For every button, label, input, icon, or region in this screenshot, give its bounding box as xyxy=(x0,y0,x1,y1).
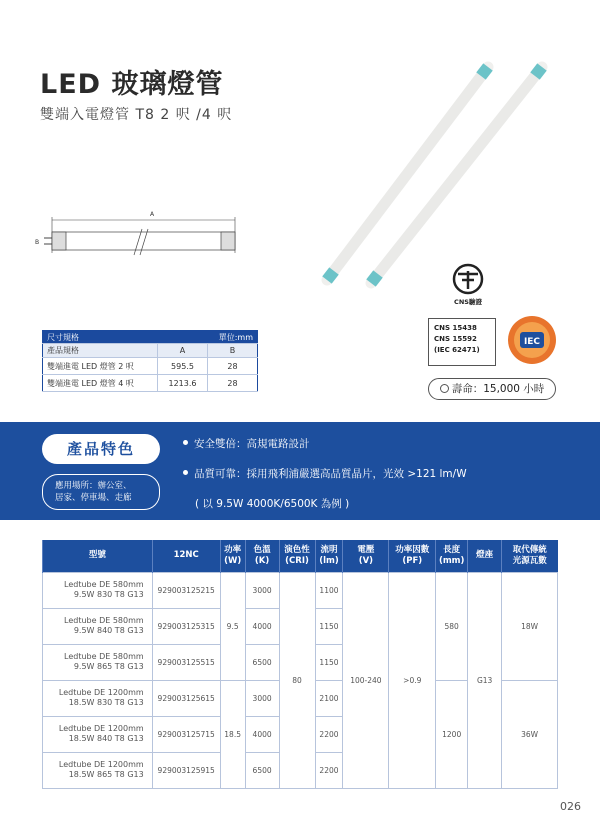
cri-cell: 80 xyxy=(279,572,315,788)
power-cell: 18.5 xyxy=(220,680,245,788)
col-header-12nc: 12NC xyxy=(152,540,220,572)
table-cell: 28 xyxy=(208,358,258,375)
cns-standard-line: (IEC 62471) xyxy=(434,346,480,354)
cct-cell: 4000 xyxy=(245,716,279,752)
cct-cell: 4000 xyxy=(245,608,279,644)
nc-cell: 929003125315 xyxy=(152,608,220,644)
cns-standard-line: CNS 15438 xyxy=(434,324,477,332)
replace-cell: 36W xyxy=(502,680,558,788)
feature-item xyxy=(183,466,467,481)
col-header-base: 燈座 xyxy=(468,540,502,572)
nc-cell: 929003125215 xyxy=(152,572,220,608)
col-header-cct: 色溫 (K) xyxy=(245,540,279,572)
lifetime-badge xyxy=(428,378,556,400)
table-cell: 28 xyxy=(208,375,258,392)
table-cell: 雙端進電 LED 燈管 4 呎 xyxy=(43,375,158,392)
feature-text: 安全雙倍：高規電路設計 xyxy=(194,438,310,450)
table-row xyxy=(43,358,258,375)
application-line: 應用場所：辦公室、 xyxy=(55,481,132,491)
voltage-cell: 100-240 xyxy=(343,572,389,788)
nc-cell: 929003125515 xyxy=(152,644,220,680)
model-cell: Ledtube DE 1200mm 18.5W 840 T8 G13 xyxy=(43,716,153,752)
nc-cell: 929003125615 xyxy=(152,680,220,716)
lumen-cell: 1100 xyxy=(315,572,343,608)
iec-badge-label: IEC xyxy=(523,337,541,347)
col-header-lumen: 流明 (lm) xyxy=(315,540,343,572)
size-table-col: B xyxy=(208,344,258,358)
dimension-b-label: B xyxy=(35,239,40,246)
size-table-title: 尺寸規格 xyxy=(43,331,208,344)
lumen-cell: 2100 xyxy=(315,680,343,716)
led-tube-product-image xyxy=(305,45,560,295)
lumen-cell: 1150 xyxy=(315,644,343,680)
model-cell: Ledtube DE 580mm 9.5W 840 T8 G13 xyxy=(43,608,153,644)
bullet-icon xyxy=(183,470,188,475)
col-header-voltage: 電壓 (V) xyxy=(343,540,389,572)
pf-cell: >0.9 xyxy=(389,572,436,788)
feature-item xyxy=(183,436,310,451)
spec-header-row xyxy=(43,540,558,572)
model-cell: Ledtube DE 580mm 9.5W 865 T8 G13 xyxy=(43,644,153,680)
features-title: 產品特色 xyxy=(42,434,160,464)
length-cell: 580 xyxy=(436,572,468,680)
col-header-pf: 功率因數 (PF) xyxy=(389,540,436,572)
cct-cell: 3000 xyxy=(245,572,279,608)
clock-icon xyxy=(440,384,449,393)
feature-note: ( 以 9.5W 4000K/6500K 為例 ) xyxy=(195,498,350,510)
cct-cell: 3000 xyxy=(245,680,279,716)
cct-cell: 6500 xyxy=(245,752,279,788)
model-cell: Ledtube DE 1200mm 18.5W 830 T8 G13 xyxy=(43,680,153,716)
lifetime-text: 壽命：15,000 小時 xyxy=(451,383,545,395)
replace-cell: 18W xyxy=(502,572,558,680)
cns-certification-logo xyxy=(438,262,498,308)
size-table-col: A xyxy=(158,344,208,358)
table-cell: 1213.6 xyxy=(158,375,208,392)
bullet-icon xyxy=(183,440,188,445)
lumen-cell: 2200 xyxy=(315,752,343,788)
tube-dimension-drawing xyxy=(30,205,240,275)
size-table-col: 產品規格 xyxy=(43,344,158,358)
application-line: 居家、停車場、走廊 xyxy=(55,493,132,503)
model-cell: Ledtube DE 1200mm 18.5W 865 T8 G13 xyxy=(43,752,153,788)
col-header-length: 長度 (mm) xyxy=(436,540,468,572)
cns-logo-text: CNS驗證 xyxy=(454,298,482,306)
cns-standards-box xyxy=(428,318,496,366)
col-header-replace: 取代傳統 光源瓦數 xyxy=(502,540,558,572)
size-table-unit: 單位:mm xyxy=(208,331,258,344)
power-cell: 9.5 xyxy=(220,572,245,680)
page-subtitle: 雙端入電燈管 T8 2 呎 /4 呎 xyxy=(40,107,233,123)
cct-cell: 6500 xyxy=(245,644,279,680)
page-title: LED 玻璃燈管 xyxy=(40,69,224,100)
table-row xyxy=(43,375,258,392)
col-header-cri: 演色性 (CRI) xyxy=(279,540,315,572)
nc-cell: 929003125915 xyxy=(152,752,220,788)
lumen-cell: 2200 xyxy=(315,716,343,752)
lumen-cell: 1150 xyxy=(315,608,343,644)
iec-badge-icon xyxy=(506,314,558,366)
length-cell: 1200 xyxy=(436,680,468,788)
model-cell: Ledtube DE 580mm 9.5W 830 T8 G13 xyxy=(43,572,153,608)
col-header-power: 功率 (W) xyxy=(220,540,245,572)
cns-standard-line: CNS 15592 xyxy=(434,335,477,343)
table-cell: 595.5 xyxy=(158,358,208,375)
table-row xyxy=(43,572,558,608)
spec-table xyxy=(42,540,558,789)
base-cell: G13 xyxy=(468,572,502,788)
col-header-model: 型號 xyxy=(43,540,153,572)
nc-cell: 929003125715 xyxy=(152,716,220,752)
size-table xyxy=(42,330,258,392)
page-number: 026 xyxy=(560,800,581,813)
feature-text: 品質可靠：採用飛利浦嚴選高品質晶片，光效 >121 lm/W xyxy=(194,468,467,480)
dimension-a-label: A xyxy=(150,211,155,218)
application-pill xyxy=(42,474,160,510)
table-cell: 雙端進電 LED 燈管 2 呎 xyxy=(43,358,158,375)
